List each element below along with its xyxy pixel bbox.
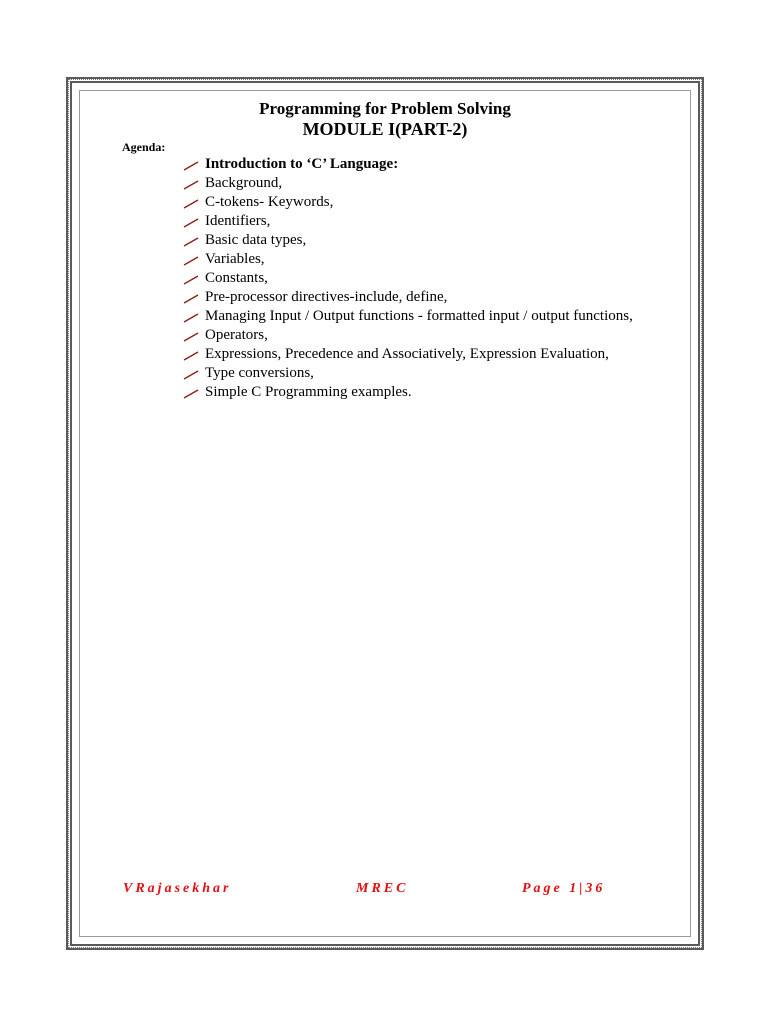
slash-bullet-icon	[183, 351, 199, 361]
agenda-item-text: Identifiers,	[205, 213, 271, 229]
agenda-item-text: Basic data types,	[205, 232, 307, 248]
agenda-item	[183, 250, 648, 269]
agenda-item	[183, 193, 648, 212]
slash-bullet-icon	[183, 294, 199, 304]
agenda-item	[183, 212, 648, 231]
slash-bullet-icon	[183, 275, 199, 285]
agenda-item	[183, 383, 648, 402]
slash-bullet-icon	[183, 370, 199, 380]
agenda-item	[183, 269, 648, 288]
agenda-item	[183, 345, 648, 364]
slash-bullet-icon	[183, 313, 199, 323]
agenda-item-text: Pre-processor directives-include, define,	[205, 289, 448, 305]
agenda-item	[183, 231, 648, 250]
document-title: Programming for Problem Solving	[259, 99, 511, 118]
agenda-item-text: Type conversions,	[205, 365, 314, 381]
footer-page-number: Page 1|36	[522, 881, 606, 896]
agenda-item-text: Variables,	[205, 251, 265, 267]
slash-bullet-icon	[183, 199, 199, 209]
agenda-list	[183, 155, 648, 402]
slash-bullet-icon	[183, 161, 199, 171]
agenda-item-text: Operators,	[205, 327, 268, 343]
agenda-item	[183, 174, 648, 193]
agenda-item-text: Simple C Programming examples.	[205, 384, 412, 400]
agenda-item	[183, 364, 648, 383]
agenda-item	[183, 307, 648, 326]
slash-bullet-icon	[183, 332, 199, 342]
slash-bullet-icon	[183, 218, 199, 228]
document-subtitle: MODULE I(PART-2)	[302, 119, 468, 139]
agenda-item	[183, 326, 648, 345]
agenda-item	[183, 155, 648, 174]
slash-bullet-icon	[183, 180, 199, 190]
agenda-item-text: Background,	[205, 175, 283, 191]
agenda-item-text: Expressions, Precedence and Associatively, Expression Evaluation,	[205, 346, 609, 362]
agenda-item-text: Introduction to ‘C’ Language:	[205, 156, 399, 172]
slash-bullet-icon	[183, 237, 199, 247]
agenda-item-text: Managing Input / Output functions - formatted input / output functions,	[205, 308, 633, 324]
slash-bullet-icon	[183, 256, 199, 266]
slash-bullet-icon	[183, 389, 199, 399]
agenda-label: Agenda:	[122, 140, 166, 154]
agenda-item-text: Constants,	[205, 270, 268, 286]
agenda-item-text: C-tokens- Keywords,	[205, 194, 334, 210]
footer-college: MREC	[356, 881, 409, 896]
footer-author: VRajasekhar	[123, 881, 232, 896]
agenda-item	[183, 288, 648, 307]
